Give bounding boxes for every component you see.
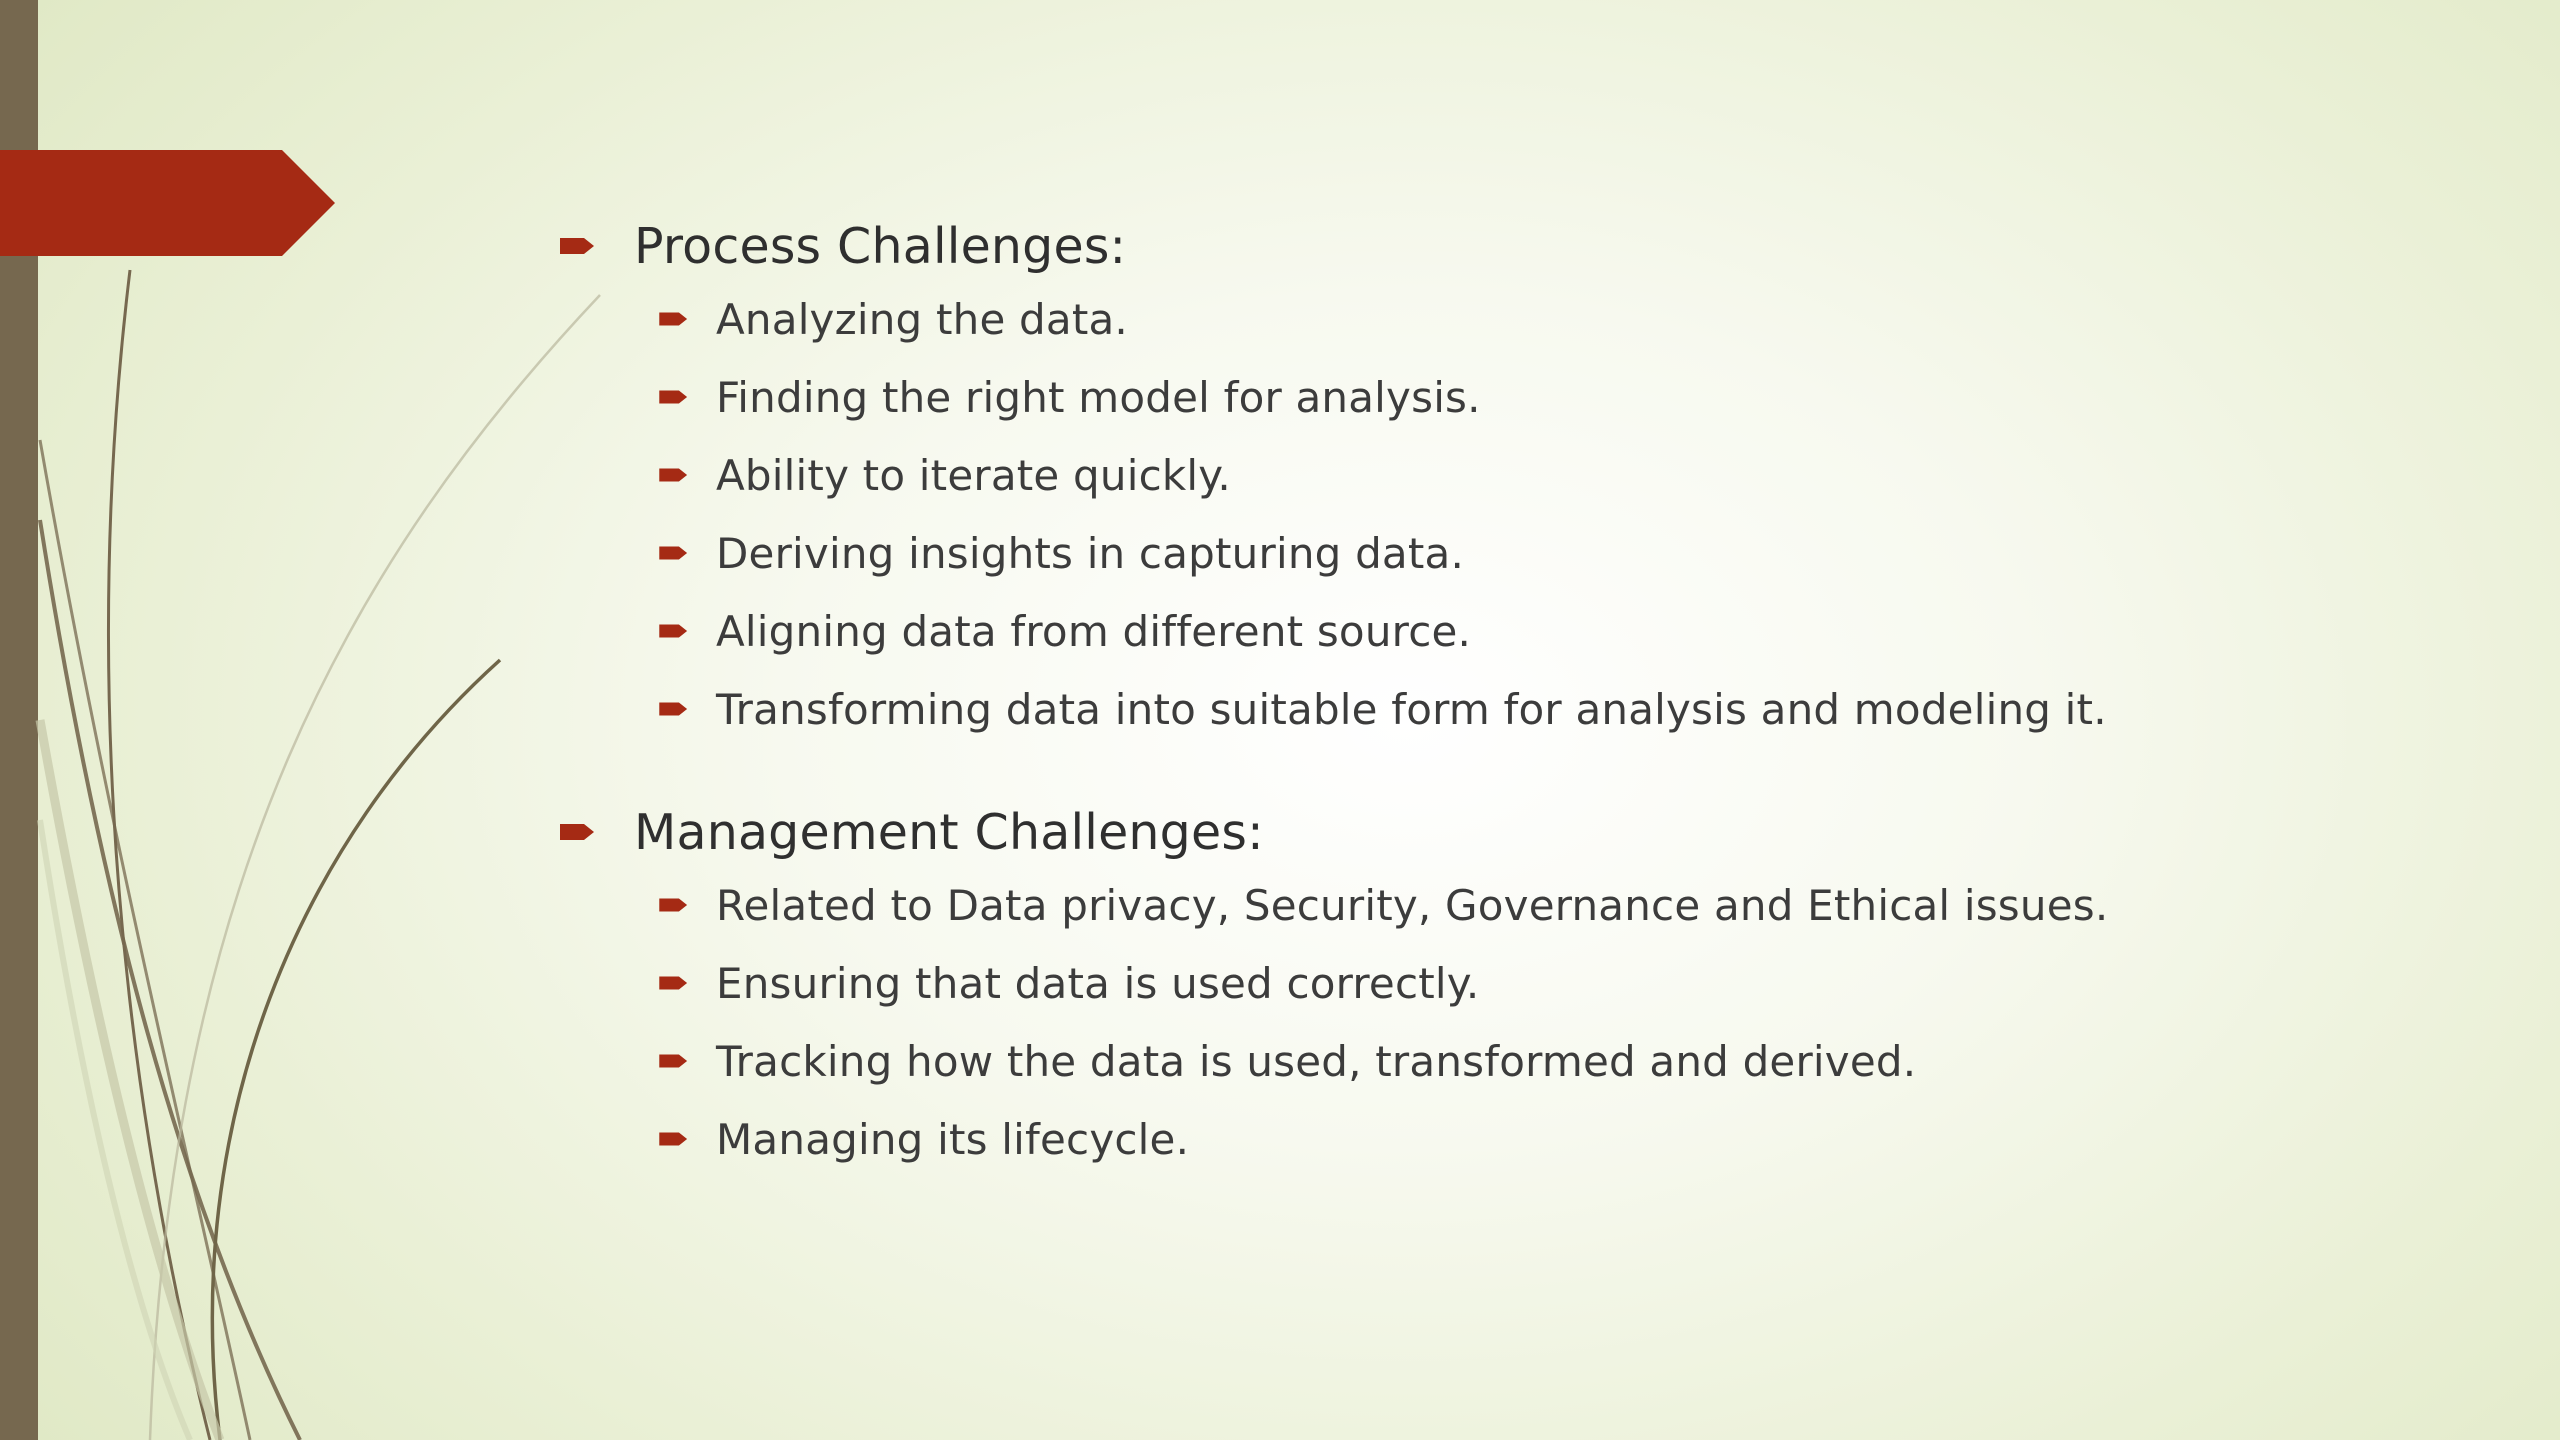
section-heading bbox=[560, 798, 2460, 866]
arrow-bullet-icon bbox=[658, 310, 690, 328]
list-item bbox=[560, 1100, 2460, 1178]
arrow-bullet-icon bbox=[658, 466, 690, 484]
list-item-text: Aligning data from different source. bbox=[716, 606, 1472, 656]
arrow-bullet-icon bbox=[560, 821, 596, 843]
list-item-text: Deriving insights in capturing data. bbox=[716, 528, 1465, 578]
list-item-text: Ability to iterate quickly. bbox=[716, 450, 1231, 500]
arrow-bullet-icon bbox=[658, 1052, 690, 1070]
section-heading-text: Process Challenges: bbox=[634, 217, 1127, 275]
list-item bbox=[560, 592, 2460, 670]
list-item-text: Related to Data privacy, Security, Governance and Ethical issues. bbox=[716, 880, 2109, 930]
section-process-challenges bbox=[560, 212, 2460, 748]
list-item bbox=[560, 944, 2460, 1022]
section-heading-text: Management Challenges: bbox=[634, 803, 1264, 861]
slide-content bbox=[560, 212, 2460, 1178]
list-item-text: Finding the right model for analysis. bbox=[716, 372, 1481, 422]
arrow-bullet-icon bbox=[560, 235, 596, 257]
list-item bbox=[560, 670, 2460, 748]
arrow-bullet-icon bbox=[658, 1130, 690, 1148]
list-item-text: Transforming data into suitable form for analysis and modeling it. bbox=[716, 684, 2107, 734]
list-item-text: Managing its lifecycle. bbox=[716, 1114, 1190, 1164]
list-item-text: Tracking how the data is used, transformed and derived. bbox=[716, 1036, 1917, 1086]
arrow-bullet-icon bbox=[658, 388, 690, 406]
section-management-challenges bbox=[560, 798, 2460, 1178]
arrow-bullet-icon bbox=[658, 622, 690, 640]
red-arrow-banner bbox=[0, 150, 335, 256]
arrow-bullet-icon bbox=[658, 544, 690, 562]
section-heading bbox=[560, 212, 2460, 280]
list-item-text: Ensuring that data is used correctly. bbox=[716, 958, 1480, 1008]
list-item-text: Analyzing the data. bbox=[716, 294, 1128, 344]
arrow-bullet-icon bbox=[658, 700, 690, 718]
list-item bbox=[560, 866, 2460, 944]
arrow-bullet-icon bbox=[658, 896, 690, 914]
list-item bbox=[560, 436, 2460, 514]
list-item bbox=[560, 1022, 2460, 1100]
list-item bbox=[560, 280, 2460, 358]
arrow-bullet-icon bbox=[658, 974, 690, 992]
list-item bbox=[560, 358, 2460, 436]
list-item bbox=[560, 514, 2460, 592]
